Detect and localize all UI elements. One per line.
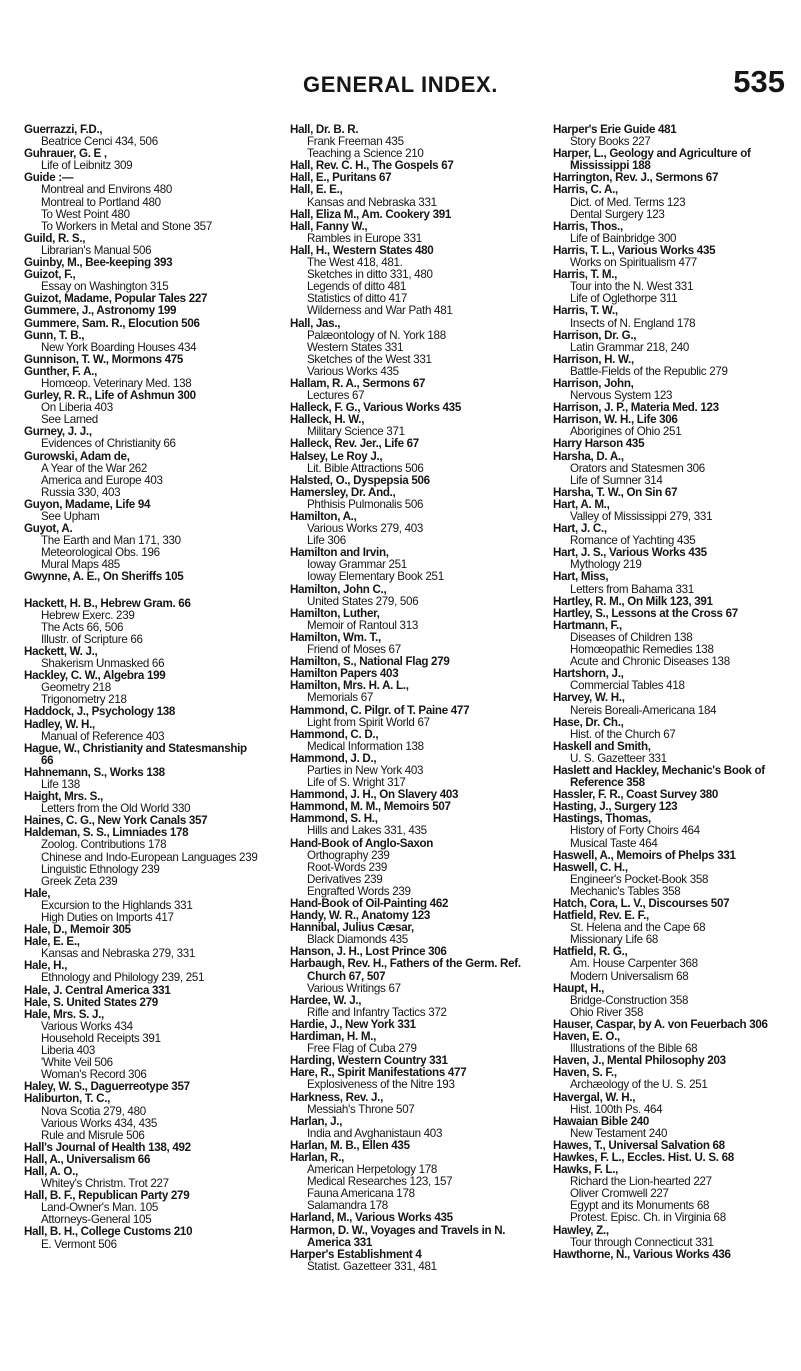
index-entry: Hardie, J., New York 331 [290, 1017, 416, 1031]
index-entry: Hastings, Thomas, [553, 812, 651, 826]
index-subentry: Medical Researches 123, 157 [307, 1175, 453, 1189]
index-subentry: America and Europe 403 [41, 473, 163, 487]
index-entry: Harrison, H. W., [553, 352, 634, 366]
index-entry: Haight, Mrs. S., [24, 790, 103, 804]
index-entry: Hassler, F. R., Coast Survey 380 [553, 788, 719, 802]
index-entry: Haven, E. O., [553, 1030, 620, 1044]
index-entry: Hartley, S., Lessons at the Cross 67 [553, 606, 738, 620]
index-entry: Gunther, F. A., [24, 364, 98, 378]
index-entry: Hawkes, F. L., Eccles. Hist. U. S. 68 [553, 1150, 734, 1164]
index-subentry: United States 279, 506 [307, 594, 419, 608]
index-subentry: Various Works 279, 403 [307, 522, 424, 536]
index-entry: Hamilton, Wm. T., [290, 630, 381, 644]
index-subentry: Fauna Americana 178 [307, 1187, 415, 1201]
index-subentry: Root-Words 239 [307, 860, 388, 874]
index-subentry: Life of S. Wright 317 [307, 776, 406, 790]
index-entry: Hadley, W. H., [24, 717, 95, 731]
index-entry: Harris, Thos., [553, 219, 623, 233]
index-entry: Haupt, H., [553, 981, 605, 995]
index-subentry: Tour through Connecticut 331 [570, 1235, 714, 1249]
index-subentry: Phthisis Pulmonalis 506 [307, 497, 424, 511]
index-subentry: E. Vermont 506 [41, 1237, 117, 1251]
index-subentry: History of Forty Choirs 464 [570, 824, 700, 838]
index-entry: Hall, Fanny W., [290, 219, 368, 233]
index-subentry: Life of Leibnitz 309 [41, 159, 133, 173]
index-subentry: Explosiveness of the Nitre 193 [307, 1078, 455, 1092]
index-entry: Hamilton, Mrs. H. A. L., [290, 679, 409, 693]
index-entry: Hale, J. Central America 331 [24, 983, 171, 997]
index-subentry: American Herpetology 178 [307, 1163, 438, 1177]
index-entry: Hase, Dr. Ch., [553, 715, 624, 729]
index-subentry: The Acts 66, 506 [41, 620, 124, 634]
index-entry: Hammond, J. D., [290, 751, 377, 765]
index-entry: Hare, R., Spirit Manifestations 477 [290, 1066, 467, 1080]
index-entry: Gunnison, T. W., Mormons 475 [24, 352, 184, 366]
index-entry: Harkness, Rev. J., [290, 1090, 383, 1104]
index-subentry: Statistics of ditto 417 [307, 292, 408, 306]
index-subentry: Various Works 435 [307, 364, 399, 378]
index-entry: Harrington, Rev. J., Sermons 67 [553, 171, 719, 185]
index-subentry: Dict. of Med. Terms 123 [570, 195, 686, 209]
index-subentry: Kansas and Nebraska 331 [307, 195, 437, 209]
index-entry: Harris, C. A., [553, 183, 618, 197]
index-subentry: Story Books 227 [570, 135, 651, 149]
index-entry: Harper's Erie Guide 481 [553, 123, 677, 136]
index-entry: Halleck, F. G., Various Works 435 [290, 401, 461, 415]
index-entry: Hamilton Papers 403 [290, 667, 399, 681]
index-entry: Hawley, Z., [553, 1223, 609, 1237]
index-entry: Guinby, M., Bee-keeping 393 [24, 256, 173, 270]
index-entry: Hallam, R. A., Sermons 67 [290, 376, 426, 390]
index-subentry: The West 418, 481. [307, 256, 403, 270]
index-entry: Gurley, R. R., Life of Ashmun 300 [24, 389, 196, 403]
index-entry: Hand-Book of Anglo-Saxon [290, 836, 434, 850]
index-entry: Hall, Rev. C. H., The Gospels 67 [290, 159, 454, 173]
index-entry: Guizot, Madame, Popular Tales 227 [24, 292, 208, 306]
index-subentry: Ethnology and Philology 239, 251 [41, 971, 205, 985]
index-entry: Haven, J., Mental Philosophy 203 [553, 1054, 726, 1068]
index-subentry: Illustrations of the Bible 68 [570, 1042, 698, 1056]
index-subentry: Engrafted Words 239 [307, 884, 411, 898]
index-subentry: See Larned [41, 413, 98, 427]
index-subentry: Archæology of the U. S. 251 [570, 1078, 708, 1092]
index-subentry: Hebrew Exerc. 239 [41, 608, 135, 622]
index-entry: Gurowski, Adam de, [24, 449, 130, 463]
index-subentry: Rambles in Europe 331 [307, 231, 422, 245]
index-entry: Hamersley, Dr. And., [290, 485, 396, 499]
index-entry: Hart, A. M., [553, 497, 610, 511]
index-subentry: Sketches in ditto 331, 480 [307, 268, 433, 282]
index-subentry: Sketches of the West 331 [307, 352, 432, 366]
index-entry: Hale, H., [24, 959, 68, 973]
index-entry: Hall, E. E., [290, 183, 343, 197]
index-subentry: Manual of Reference 403 [41, 729, 165, 743]
index-entry: Harsha, T. W., On Sin 67 [553, 485, 678, 499]
index-entry: Hall's Journal of Health 138, 492 [24, 1140, 191, 1154]
index-subentry: Evidences of Christianity 66 [41, 437, 176, 451]
index-subentry: To West Point 480 [41, 207, 130, 221]
index-subentry: Hist. of the Church 67 [570, 727, 676, 741]
index-subentry: Orthography 239 [307, 848, 390, 862]
index-entry: Hall, E., Puritans 67 [290, 171, 392, 185]
index-subentry: The Earth and Man 171, 330 [41, 534, 181, 548]
index-entry: Hand-Book of Oil-Painting 462 [290, 897, 449, 910]
index-entry: Guhrauer, G. E , [24, 147, 107, 161]
index-entry: Hannibal, Julius Cæsar, [290, 921, 414, 935]
index-subentry: Essay on Washington 315 [41, 280, 169, 294]
index-entry: Halsey, Le Roy J., [290, 449, 383, 463]
index-entry: Hackett, W. J., [24, 644, 98, 658]
index-entry: Hammond, M. M., Memoirs 507 [290, 800, 451, 814]
index-subentry: Nova Scotia 279, 480 [41, 1104, 146, 1118]
index-entry: Hall, B. F., Republican Party 279 [24, 1189, 190, 1203]
index-subentry: High Duties on Imports 417 [41, 911, 174, 924]
index-subentry: Valley of Mississippi 279, 331 [570, 510, 713, 523]
index-entry: Hackley, C. W., Algebra 199 [24, 669, 166, 683]
index-subentry: Greek Zeta 239 [41, 874, 118, 888]
index-subentry: Whitey's Christm. Trot 227 [41, 1177, 169, 1191]
index-entry: Haswell, A., Memoirs of Phelps 331 [553, 848, 736, 862]
index-entry: Hale, D., Memoir 305 [24, 923, 131, 937]
index-subentry: Statist. Gazetteer 331, 481 [307, 1259, 437, 1273]
index-subentry: To Workers in Metal and Stone 357 [41, 219, 212, 233]
index-subentry: Hist. 100th Ps. 464 [570, 1102, 663, 1116]
index-subentry: Nervous System 123 [570, 389, 673, 403]
index-subentry: Black Diamonds 435 [307, 933, 408, 947]
index-subentry: Am. House Carpenter 368 [570, 957, 698, 971]
index-entry: Hamilton, A., [290, 510, 357, 523]
index-subentry: Lit. Bible Attractions 506 [307, 461, 424, 475]
index-subentry: Life 138 [41, 777, 80, 791]
index-subentry: Zoolog. Contributions 178 [41, 838, 167, 852]
index-subentry: Aborigines of Ohio 251 [570, 425, 682, 439]
index-subentry: Derivatives 239 [307, 872, 383, 886]
index-entry: Harry Harson 435 [553, 437, 645, 451]
index-entry: Hall, Jas., [290, 316, 341, 330]
index-subentry: Life of Sumner 314 [570, 473, 663, 487]
index-entry: Harsha, D. A., [553, 449, 624, 463]
index-subentry: Dental Surgery 123 [570, 207, 665, 221]
index-subentry: Egypt and its Monuments 68 [570, 1199, 710, 1213]
index-entry: Hatfield, Rev. E. F., [553, 909, 649, 923]
index-entry: Guizot, F., [24, 268, 76, 282]
index-entry: Hardee, W. J., [290, 993, 362, 1007]
index-column-2 [290, 124, 528, 1273]
index-entry: Haliburton, T. C., [24, 1092, 111, 1106]
index-subentry: Homœop. Veterinary Med. 138 [41, 376, 192, 390]
index-subentry: Various Works 434 [41, 1019, 133, 1033]
index-entry: Haley, W. S., Daguerreotype 357 [24, 1080, 190, 1094]
index-subentry: Letters from the Old World 330 [41, 802, 191, 816]
running-head [0, 58, 801, 108]
index-subentry: Chinese and Indo-European Languages 239 [41, 850, 258, 864]
index-entry: Harris, T. M., [553, 268, 618, 282]
index-subentry: Beatrice Cenci 434, 506 [41, 135, 158, 149]
index-subentry: Attorneys-General 105 [41, 1213, 152, 1227]
index-entry: Haswell, C. H., [553, 860, 628, 874]
index-entry: Hamilton, S., National Flag 279 [290, 655, 450, 669]
index-subentry: Salamandra 178 [307, 1199, 388, 1213]
index-entry: Harris, T. L., Various Works 435 [553, 243, 716, 257]
index-entry: Hall, Eliza M., Am. Cookery 391 [290, 207, 452, 221]
index-subentry: Household Receipts 391 [41, 1031, 161, 1045]
index-subentry: Liberia 403 [41, 1044, 96, 1058]
index-entry: Hatch, Cora, L. V., Discourses 507 [553, 897, 730, 910]
index-entry: Guyot, A. [24, 522, 73, 536]
index-entry: Hartley, R. M., On Milk 123, 391 [553, 594, 713, 608]
index-entry: Gunn, T. B., [24, 328, 85, 342]
index-entry: Hartshorn, J., [553, 667, 624, 681]
index-entry: Harbaugh, Rev. H., Fathers of the Germ. Ref. Church 67, 507 [290, 957, 521, 983]
index-entry: Hanson, J. H., Lost Prince 306 [290, 945, 447, 959]
index-subentry: Excursion to the Highlands 331 [41, 898, 193, 912]
index-entry: Hammond, C. Pilgr. of T. Paine 477 [290, 703, 470, 717]
index-subentry: On Liberia 403 [41, 401, 113, 415]
index-subentry: Land-Owner's Man. 105 [41, 1201, 159, 1215]
index-subentry: Friend of Moses 67 [307, 643, 401, 657]
index-subentry: Engineer's Pocket-Book 358 [570, 872, 709, 886]
index-subentry: Mythology 219 [570, 558, 642, 572]
index-entry: Hamilton, Luther, [290, 606, 380, 620]
index-entry: Harris, T. W., [553, 304, 618, 318]
index-subentry: A Year of the War 262 [41, 461, 148, 475]
index-subentry: Legends of ditto 481 [307, 280, 407, 294]
index-subentry: Diseases of Children 138 [570, 630, 693, 644]
index-subentry: Modern Universalism 68 [570, 969, 689, 983]
index-subentry: Memoir of Rantoul 313 [307, 618, 418, 632]
index-entry: Halsted, O., Dyspepsia 506 [290, 473, 430, 487]
index-entry: Harmon, D. W., Voyages and Travels in N. America 331 [290, 1223, 506, 1249]
index-subentry: See Upham [41, 510, 100, 523]
index-subentry: Lectures 67 [307, 389, 365, 403]
index-entry: Hawes, T., Universal Salvation 68 [553, 1138, 725, 1152]
index-entry: Hasting, J., Surgery 123 [553, 800, 678, 814]
index-entry: Hamilton, John C., [290, 582, 387, 596]
index-subentry: Latin Grammar 218, 240 [570, 340, 690, 354]
index-entry: Harrison, J. P., Materia Med. 123 [553, 401, 719, 415]
index-subentry: Geometry 218 [41, 681, 111, 695]
index-subentry: Palæontology of N. York 188 [307, 328, 446, 342]
index-column-1 [24, 124, 262, 1251]
index-subentry: Letters from Bahama 331 [570, 582, 694, 596]
index-subentry: Montreal to Portland 480 [41, 195, 161, 209]
index-subentry: Various Works 434, 435 [41, 1116, 158, 1130]
index-subentry: 'White Veil 506 [41, 1056, 113, 1070]
index-subentry: St. Helena and the Cape 68 [570, 921, 706, 935]
index-subentry: Tour into the N. West 331 [570, 280, 694, 294]
index-subentry: Various Writings 67 [307, 981, 401, 995]
index-entry: Hawthorne, N., Various Works 436 [553, 1247, 731, 1261]
index-subentry: Bridge-Construction 358 [570, 993, 689, 1007]
index-subentry: Librarian's Manual 506 [41, 243, 152, 257]
page-number: 535 [733, 64, 785, 99]
index-subentry: Wilderness and War Path 481 [307, 304, 453, 318]
index-entry: Hardiman, H. M., [290, 1030, 377, 1044]
index-subentry: New Testament 240 [570, 1126, 668, 1140]
index-entry: Harrison, Dr. G., [553, 328, 637, 342]
index-entry: Harlan, M. B., Ellen 435 [290, 1138, 410, 1152]
index-subentry: Homœopathic Remedies 138 [570, 643, 714, 657]
index-subentry: Free Flag of Cuba 279 [307, 1042, 417, 1056]
index-subentry: Romance of Yachting 435 [570, 534, 696, 548]
index-subentry: Teaching a Science 210 [307, 147, 424, 161]
index-entry: Gummere, Sam. R., Elocution 506 [24, 316, 200, 330]
index-subentry: Ohio River 358 [570, 1005, 644, 1019]
index-subentry: Trigonometry 218 [41, 693, 127, 707]
index-entry: Hall, H., Western States 480 [290, 243, 434, 257]
index-entry: Harlan, J., [290, 1114, 343, 1128]
index-entry: Hamilton and Irvin, [290, 546, 389, 560]
index-entry: Haskell and Smith, [553, 739, 651, 753]
index-subentry: Woman's Record 306 [41, 1068, 147, 1082]
index-entry: Harland, M., Various Works 435 [290, 1211, 453, 1225]
index-entry: Hammond, J. H., On Slavery 403 [290, 788, 459, 802]
index-entry: Hauser, Caspar, by A. von Feuerbach 306 [553, 1017, 768, 1031]
index-entry: Guerrazzi, F.D., [24, 123, 103, 136]
index-subentry: Works on Spiritualism 477 [570, 256, 697, 270]
index-subentry: Shakerism Unmasked 66 [41, 657, 165, 671]
index-subentry: Mechanic's Tables 358 [570, 884, 681, 898]
index-subentry: Meteorological Obs. 196 [41, 546, 160, 560]
index-subentry: Ioway Elementary Book 251 [307, 570, 444, 584]
index-entry: Hague, W., Christianity and Statesmanship 66 [24, 741, 247, 767]
page-title: GENERAL INDEX. [302, 72, 499, 97]
index-entry: Hall, B. H., College Customs 210 [24, 1225, 193, 1239]
index-entry: Harlan, R., [290, 1150, 345, 1164]
index-entry: Hart, J. C., [553, 522, 607, 536]
index-entry: Handy, W. R., Anatomy 123 [290, 909, 431, 923]
index-entry: Gurney, J. J., [24, 425, 92, 439]
index-subentry: Insects of N. England 178 [570, 316, 696, 330]
index-entry: Hawaian Bible 240 [553, 1114, 650, 1128]
index-entry: Hall, A., Universalism 66 [24, 1152, 151, 1166]
index-subentry: Mural Maps 485 [41, 558, 120, 572]
index-entry: Harper's Establishment 4 [290, 1247, 422, 1261]
index-subentry: Commercial Tables 418 [570, 679, 685, 693]
index-subentry: Illustr. of Scripture 66 [41, 632, 143, 646]
index-subentry: Medical Information 138 [307, 739, 424, 753]
index-subentry: Battle-Fields of the Republic 279 [570, 364, 728, 378]
index-subentry: Montreal and Environs 480 [41, 183, 173, 197]
index-entry: Hartmann, F., [553, 618, 622, 632]
index-subentry: Missionary Life 68 [570, 933, 659, 947]
index-entry: Hall, A. O., [24, 1164, 78, 1178]
index-entry: Harrison, W. H., Life 306 [553, 413, 678, 427]
index-subentry: Hills and Lakes 331, 435 [307, 824, 427, 838]
index-entry: Hale, S. United States 279 [24, 995, 158, 1009]
index-entry: Gummere, J., Astronomy 199 [24, 304, 177, 318]
index-entry: Hale, Mrs. S. J., [24, 1007, 104, 1021]
index-subentry: Rifle and Infantry Tactics 372 [307, 1005, 447, 1019]
index-entry: Havergal, W. H., [553, 1090, 636, 1104]
index-subentry: Ioway Grammar 251 [307, 558, 407, 572]
index-entry: Hall, Dr. B. R. [290, 123, 359, 136]
index-subentry: Orators and Statesmen 306 [570, 461, 705, 475]
index-entry: Halleck, Rev. Jer., Life 67 [290, 437, 419, 451]
index-entry: Hart, J. S., Various Works 435 [553, 546, 707, 560]
index-entry: Halleck, H. W., [290, 413, 365, 427]
index-subentry: U. S. Gazetteer 331 [570, 751, 667, 765]
index-entry: Harding, Western Country 331 [290, 1054, 448, 1068]
index-entry: Hart, Miss, [553, 570, 609, 584]
index-subentry: Acute and Chronic Diseases 138 [570, 655, 730, 669]
index-entry: Hammond, C. D., [290, 727, 379, 741]
index-subentry: Memorials 67 [307, 691, 373, 705]
index-entry: Haldeman, S. S., Limniades 178 [24, 826, 189, 840]
index-entry: Guyon, Madame, Life 94 [24, 497, 151, 511]
index-entry: Haslett and Hackley, Mechanic's Book of Reference 358 [553, 763, 765, 790]
index-entry: Hatfield, R. G., [553, 945, 628, 959]
index-subentry: Nereis Boreali-Americana 184 [570, 703, 717, 717]
index-subentry: Western States 331 [307, 340, 404, 354]
index-subentry: Richard the Lion-hearted 227 [570, 1175, 712, 1189]
index-subentry: Messiah's Throne 507 [307, 1102, 415, 1116]
index-subentry: Military Science 371 [307, 425, 405, 439]
index-subentry: Oliver Cromwell 227 [570, 1187, 669, 1201]
index-subentry: Light from Spirit World 67 [307, 715, 430, 729]
index-subentry: Rule and Misrule 506 [41, 1128, 145, 1142]
index-entry: Harper, L., Geology and Agriculture of Mississippi 188 [553, 147, 751, 173]
index-entry: Guide :— [24, 171, 74, 185]
index-subentry: Life of Bainbridge 300 [570, 231, 677, 245]
index-subentry: Linguistic Ethnology 239 [41, 862, 160, 876]
index-entry: Hale, [24, 886, 51, 900]
index-entry: Gwynne, A. E., On Sheriffs 105 [24, 570, 184, 584]
index-entry: Hale, E. E., [24, 935, 80, 949]
index-entry: Hackett, H. B., Hebrew Gram. 66 [24, 596, 191, 610]
index-subentry: Parties in New York 403 [307, 763, 424, 777]
index-entry: Hammond, S. H., [290, 812, 378, 826]
index-subentry: Musical Taste 464 [570, 836, 658, 850]
index-entry: Harvey, W. H., [553, 691, 625, 705]
index-subentry: New York Boarding Houses 434 [41, 340, 197, 354]
index-subentry: Life 306 [307, 534, 346, 548]
index-subentry: Frank Freeman 435 [307, 135, 404, 149]
index-subentry: Russia 330, 403 [41, 485, 121, 499]
index-entry: Guild, R. S., [24, 231, 86, 245]
index-entry: Hawks, F. L., [553, 1163, 619, 1177]
index-entry: Haddock, J., Psychology 138 [24, 705, 176, 719]
index-entry: Haven, S. F., [553, 1066, 617, 1080]
index-entry: Harrison, John, [553, 376, 634, 390]
index-entry: Hahnemann, S., Works 138 [24, 765, 165, 779]
index-column-3 [553, 124, 791, 1261]
index-entry: Haines, C. G., New York Canals 357 [24, 814, 208, 828]
index-subentry: Life of Oglethorpe 311 [570, 292, 678, 306]
index-subentry: Protest. Episc. Ch. in Virginia 68 [570, 1211, 726, 1225]
index-subentry: Kansas and Nebraska 279, 331 [41, 947, 196, 961]
index-subentry: India and Avghanistaun 403 [307, 1126, 443, 1140]
